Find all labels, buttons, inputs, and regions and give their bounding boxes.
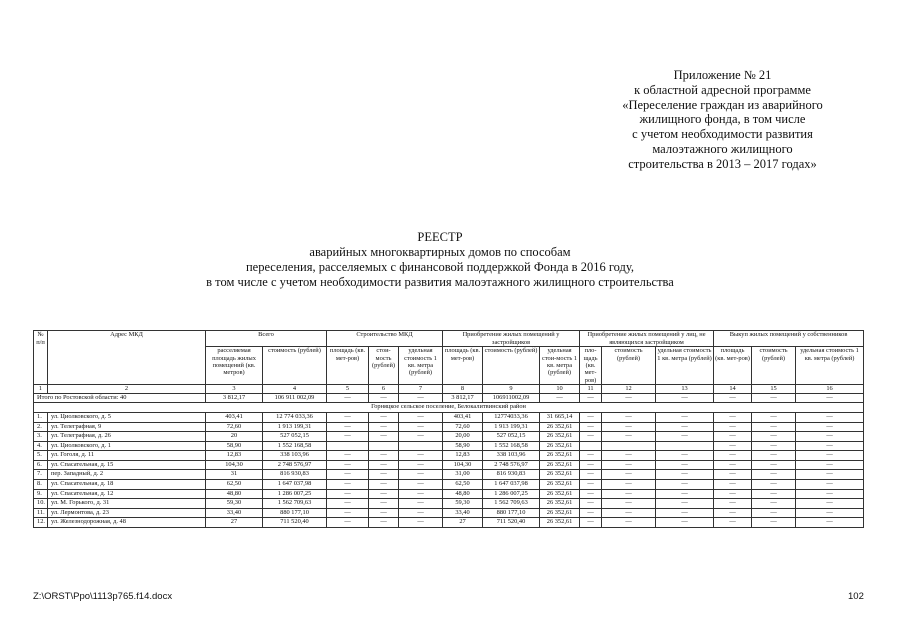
table-cell: —	[656, 422, 714, 432]
title-line: переселения, расселяемых с финансовой поддержкой Фонда в 2016 году,	[245, 260, 635, 274]
table-cell: 26 352,61	[540, 432, 580, 442]
table-cell: —	[327, 460, 369, 470]
column-number-cell: 12	[602, 385, 656, 394]
table-cell: —	[602, 518, 656, 528]
appendix-line: малоэтажного жилищного	[652, 141, 793, 156]
table-cell: —	[602, 508, 656, 518]
appendix-line: «Переселение граждан из аварийного	[622, 97, 823, 112]
table-row	[34, 480, 864, 490]
table-cell: —	[752, 460, 796, 470]
group-developer-purchase-header: Приобретение жилых помещений у застройщиков	[443, 331, 580, 347]
table-cell: —	[714, 489, 752, 499]
table-cell: —	[714, 480, 752, 490]
table-cell: 711 520,40	[263, 518, 327, 528]
table-cell: —	[369, 518, 399, 528]
appendix-line: строительства в 2013 – 2017 годах»	[628, 156, 817, 171]
table-cell: —	[656, 499, 714, 509]
title-line: аварийных многоквартирных домов по способам	[309, 245, 571, 259]
row-number-cell: 2.	[34, 422, 48, 432]
appendix-header	[600, 68, 845, 172]
subheader-cell: стои-мость (рублей)	[369, 347, 399, 385]
table-cell: —	[580, 499, 602, 509]
table-cell: 26 352,61	[540, 441, 580, 451]
row-number-cell: 6.	[34, 460, 48, 470]
table-cell: —	[602, 432, 656, 442]
total-cell: —	[369, 393, 399, 403]
table-cell	[656, 441, 714, 451]
table-cell: —	[796, 470, 864, 480]
subheader-cell: удельная стоимость 1 кв. метра (рублей)	[656, 347, 714, 385]
table-row	[34, 432, 864, 442]
table-cell: —	[327, 422, 369, 432]
table-row	[34, 422, 864, 432]
table-cell: —	[602, 412, 656, 422]
table-cell: —	[796, 422, 864, 432]
table-cell: —	[399, 460, 443, 470]
table-cell: —	[752, 470, 796, 480]
table-cell: —	[580, 432, 602, 442]
table-cell: —	[656, 480, 714, 490]
total-cell: —	[602, 393, 656, 403]
group-nondeveloper-purchase-header: Приобретение жилых помещений у лиц, не являющихся застройщиком	[580, 331, 714, 347]
total-cell: —	[752, 393, 796, 403]
table-cell: 1 913 199,31	[263, 422, 327, 432]
table-cell: —	[327, 412, 369, 422]
subheader-cell: удельная стои-мость 1 кв. метра (рублей)	[540, 347, 580, 385]
table-cell: —	[656, 470, 714, 480]
table-cell: —	[752, 451, 796, 461]
footer-file-path: Z:\ORST\Ppo\1113p765.f14.docx	[33, 591, 173, 602]
table-cell	[369, 441, 399, 451]
table-cell: —	[752, 489, 796, 499]
row-number-cell: 4.	[34, 441, 48, 451]
table-cell: 26 352,61	[540, 518, 580, 528]
appendix-line: с учетом необходимости развития	[632, 127, 813, 142]
column-number-row	[34, 385, 864, 394]
table-row	[34, 518, 864, 528]
table-cell: —	[714, 441, 752, 451]
table-cell: —	[399, 451, 443, 461]
table-cell: —	[369, 499, 399, 509]
table-cell: —	[327, 518, 369, 528]
table-cell: 1 913 199,31	[483, 422, 540, 432]
table-cell: —	[796, 432, 864, 442]
group-buyout-header: Выкуп жилых помещений у собственников	[714, 331, 864, 347]
table-cell: —	[796, 441, 864, 451]
table-cell: 31,00	[443, 470, 483, 480]
column-number-cell: 10	[540, 385, 580, 394]
table-cell: —	[580, 412, 602, 422]
table-cell: 59,30	[206, 499, 263, 509]
row-number-cell: 5.	[34, 451, 48, 461]
table-cell: 33,40	[206, 508, 263, 518]
table-cell: 72,60	[206, 422, 263, 432]
table-cell: —	[369, 460, 399, 470]
table-cell: —	[602, 480, 656, 490]
table-cell: 2 748 576,97	[263, 460, 327, 470]
column-number-cell: 16	[796, 385, 864, 394]
table-cell: —	[656, 451, 714, 461]
total-label-cell: Итого по Ростовской области: 40	[34, 393, 206, 403]
table-cell: —	[327, 470, 369, 480]
table-cell: 26 352,61	[540, 508, 580, 518]
title-line: в том числе с учетом необходимости развития малоэтажного жилищного строительства	[206, 275, 674, 289]
table-cell: —	[752, 508, 796, 518]
table-cell	[580, 441, 602, 451]
row-number-cell: 9.	[34, 489, 48, 499]
table-cell: 26 352,61	[540, 470, 580, 480]
table-cell: —	[656, 460, 714, 470]
table-cell: —	[796, 460, 864, 470]
table-cell: —	[796, 412, 864, 422]
table-cell: —	[752, 518, 796, 528]
table-row	[34, 499, 864, 509]
table-cell: 816 930,83	[483, 470, 540, 480]
total-cell: —	[656, 393, 714, 403]
table-row	[34, 412, 864, 422]
column-number-cell: 1	[34, 385, 48, 394]
subheader-cell: удельная стоимость 1 кв. метра (рублей)	[399, 347, 443, 385]
table-cell: —	[796, 508, 864, 518]
table-cell: 26 352,61	[540, 451, 580, 461]
table-cell: —	[369, 489, 399, 499]
table-cell: —	[369, 470, 399, 480]
table-cell: —	[752, 412, 796, 422]
subheader-cell: пло-щадь (кв. мет-ров)	[580, 347, 602, 385]
column-number-cell: 7	[399, 385, 443, 394]
table-cell: 1 286 007,25	[483, 489, 540, 499]
column-number-cell: 11	[580, 385, 602, 394]
total-cell: —	[796, 393, 864, 403]
table-cell: —	[752, 441, 796, 451]
table-cell: 31	[206, 470, 263, 480]
section-row	[34, 403, 864, 413]
table-cell: 1 647 037,98	[483, 480, 540, 490]
subheader-cell: стоимость (рублей)	[602, 347, 656, 385]
column-number-cell: 3	[206, 385, 263, 394]
appendix-line: жилищного фонда, в том числе	[639, 112, 806, 127]
table-cell: 527 052,15	[263, 432, 327, 442]
address-cell: ул. Циолковского, д. 1	[48, 441, 206, 451]
table-cell: —	[752, 480, 796, 490]
table-cell: 20,00	[443, 432, 483, 442]
address-cell: ул. М. Горького, д. 31	[48, 499, 206, 509]
header-group-row	[34, 331, 864, 347]
table-cell: —	[656, 432, 714, 442]
total-cell: —	[714, 393, 752, 403]
table-cell: 48,80	[443, 489, 483, 499]
title-heading: РЕЕСТР	[417, 230, 463, 244]
subheader-cell: площадь (кв. мет-ров)	[443, 347, 483, 385]
table-cell: —	[796, 499, 864, 509]
table-cell	[399, 441, 443, 451]
table-cell: —	[327, 432, 369, 442]
table-cell: 31 665,14	[540, 412, 580, 422]
table-cell: —	[399, 412, 443, 422]
table-cell: —	[796, 480, 864, 490]
total-cell: —	[327, 393, 369, 403]
registry-body	[34, 385, 864, 528]
table-row	[34, 508, 864, 518]
table-cell: —	[327, 451, 369, 461]
table-cell: 26 352,61	[540, 489, 580, 499]
table-cell: 2 748 576,97	[483, 460, 540, 470]
column-number-cell: 15	[752, 385, 796, 394]
column-number-cell: 4	[263, 385, 327, 394]
table-cell: 12,83	[443, 451, 483, 461]
table-cell: —	[580, 470, 602, 480]
table-cell: 58,90	[443, 441, 483, 451]
table-cell: 62,50	[443, 480, 483, 490]
table-cell: —	[714, 432, 752, 442]
table-cell: 1 647 037,98	[263, 480, 327, 490]
column-number-cell: 2	[48, 385, 206, 394]
table-cell: —	[656, 489, 714, 499]
table-cell: 12,83	[206, 451, 263, 461]
column-number-cell: 14	[714, 385, 752, 394]
table-cell: —	[580, 422, 602, 432]
table-cell: —	[656, 508, 714, 518]
table-cell: —	[752, 422, 796, 432]
section-label: Горняцкое сельское поселение, Белокалитвинский район	[34, 403, 864, 413]
address-cell: ул. Телеграфная, 9	[48, 422, 206, 432]
table-cell: —	[369, 432, 399, 442]
address-cell: ул. Спасательная, д. 18	[48, 480, 206, 490]
table-cell: 12 774 033,36	[263, 412, 327, 422]
table-cell: —	[714, 508, 752, 518]
table-cell: 880 177,10	[483, 508, 540, 518]
group-total-header: Всего	[206, 331, 327, 347]
table-cell: 403,41	[206, 412, 263, 422]
table-cell: —	[714, 470, 752, 480]
row-number-cell: 7.	[34, 470, 48, 480]
address-cell: ул. Спасательная, д. 15	[48, 460, 206, 470]
subheader-cell: стоимость (рублей)	[752, 347, 796, 385]
table-cell: 26 352,61	[540, 499, 580, 509]
table-cell: 26 352,61	[540, 460, 580, 470]
address-cell: ул. Циолковского, д. 5	[48, 412, 206, 422]
table-cell: 48,80	[206, 489, 263, 499]
table-cell: —	[580, 480, 602, 490]
total-cell: 3 812,17	[443, 393, 483, 403]
document-title	[150, 230, 730, 290]
subheader-cell: удельная стоимость 1 кв. метра (рублей)	[796, 347, 864, 385]
table-cell: 338 103,96	[263, 451, 327, 461]
table-cell: 880 177,10	[263, 508, 327, 518]
table-cell: —	[714, 422, 752, 432]
table-cell: —	[399, 489, 443, 499]
table-cell: —	[752, 432, 796, 442]
address-cell: ул. Телеграфная, д. 26	[48, 432, 206, 442]
table-cell: 1 552 168,58	[263, 441, 327, 451]
table-cell: 26 352,61	[540, 422, 580, 432]
subheader-cell: стоимость (рублей)	[483, 347, 540, 385]
subheader-cell: стоимость (рублей)	[263, 347, 327, 385]
table-cell: 403,41	[443, 412, 483, 422]
table-cell: —	[602, 470, 656, 480]
total-row	[34, 393, 864, 403]
total-cell: 106 911 002,09	[263, 393, 327, 403]
address-cell: ул. Железнодорожная, д. 48	[48, 518, 206, 528]
table-cell: —	[327, 508, 369, 518]
table-cell: —	[369, 508, 399, 518]
column-number-cell: 8	[443, 385, 483, 394]
table-cell: —	[399, 422, 443, 432]
table-cell: 26 352,61	[540, 480, 580, 490]
row-number-cell: 3.	[34, 432, 48, 442]
table-cell: —	[399, 499, 443, 509]
table-cell: —	[752, 499, 796, 509]
table-cell: —	[399, 480, 443, 490]
row-number-cell: 12.	[34, 518, 48, 528]
table-cell: —	[580, 460, 602, 470]
table-cell: 1 562 709,63	[263, 499, 327, 509]
subheader-cell: площадь (кв. мет-ров)	[327, 347, 369, 385]
table-cell: —	[796, 451, 864, 461]
table-cell: —	[369, 480, 399, 490]
table-cell: 20	[206, 432, 263, 442]
table-cell: —	[796, 489, 864, 499]
table-cell: —	[399, 470, 443, 480]
table-cell: 33,40	[443, 508, 483, 518]
table-cell: —	[580, 508, 602, 518]
table-cell: —	[369, 412, 399, 422]
address-cell: ул. Гоголя, д. 11	[48, 451, 206, 461]
table-cell: —	[399, 432, 443, 442]
table-cell: —	[602, 499, 656, 509]
table-cell: —	[656, 412, 714, 422]
table-cell: —	[602, 451, 656, 461]
column-number-cell: 5	[327, 385, 369, 394]
table-cell: 62,50	[206, 480, 263, 490]
table-cell: 27	[443, 518, 483, 528]
table-cell: —	[656, 518, 714, 528]
row-number-cell: 10.	[34, 499, 48, 509]
table-cell: 104,30	[443, 460, 483, 470]
table-cell: —	[714, 451, 752, 461]
table-cell: —	[714, 518, 752, 528]
table-cell: —	[369, 451, 399, 461]
table-cell: 527 052,15	[483, 432, 540, 442]
appendix-line: к областной адресной программе	[634, 82, 811, 97]
table-cell: —	[369, 422, 399, 432]
table-cell: —	[327, 489, 369, 499]
table-cell: —	[327, 499, 369, 509]
table-cell: —	[399, 518, 443, 528]
table-cell: 1 286 007,25	[263, 489, 327, 499]
subheader-cell: расселяемая площадь жилых помещений (кв. метров)	[206, 347, 263, 385]
address-cell: ул. Спасательная, д. 12	[48, 489, 206, 499]
table-cell: —	[602, 422, 656, 432]
table-row	[34, 470, 864, 480]
registry-table	[33, 330, 864, 528]
table-cell: 816 930,83	[263, 470, 327, 480]
col-number-header: № п/п	[34, 331, 48, 385]
column-number-cell: 13	[656, 385, 714, 394]
table-row	[34, 489, 864, 499]
page-number: 102	[848, 591, 864, 602]
total-cell: —	[399, 393, 443, 403]
column-number-cell: 6	[369, 385, 399, 394]
table-cell: —	[602, 460, 656, 470]
col-address-header: Адрес МКД	[48, 331, 206, 385]
table-cell	[327, 441, 369, 451]
table-row	[34, 460, 864, 470]
table-cell: 27	[206, 518, 263, 528]
total-cell: —	[540, 393, 580, 403]
address-cell: пер. Западный, д. 2	[48, 470, 206, 480]
table-cell: —	[399, 508, 443, 518]
table-cell: —	[580, 451, 602, 461]
table-cell	[602, 441, 656, 451]
table-cell: 59,30	[443, 499, 483, 509]
table-cell: —	[327, 480, 369, 490]
address-cell: ул. Лермонтова, д. 23	[48, 508, 206, 518]
total-cell: 106911002,09	[483, 393, 540, 403]
row-number-cell: 8.	[34, 480, 48, 490]
table-cell: 72,60	[443, 422, 483, 432]
table-cell: —	[796, 518, 864, 528]
table-cell: —	[580, 518, 602, 528]
column-number-cell: 9	[483, 385, 540, 394]
row-number-cell: 1.	[34, 412, 48, 422]
table-cell: 1 552 168,58	[483, 441, 540, 451]
row-number-cell: 11.	[34, 508, 48, 518]
appendix-line: Приложение № 21	[673, 68, 772, 82]
table-row	[34, 451, 864, 461]
group-construction-header: Строительство МКД	[327, 331, 443, 347]
total-cell: 3 812,17	[206, 393, 263, 403]
table-cell: 711 520,40	[483, 518, 540, 528]
table-cell: —	[714, 460, 752, 470]
table-row	[34, 441, 864, 451]
table-cell: 104,30	[206, 460, 263, 470]
table-cell: —	[602, 489, 656, 499]
table-cell: —	[714, 412, 752, 422]
total-cell: —	[580, 393, 602, 403]
table-cell: —	[714, 499, 752, 509]
table-cell: 338 103,96	[483, 451, 540, 461]
table-cell: 58,90	[206, 441, 263, 451]
subheader-cell: площадь (кв. мет-ров)	[714, 347, 752, 385]
table-cell: 1 562 709,63	[483, 499, 540, 509]
table-cell: 12774033,36	[483, 412, 540, 422]
table-cell: —	[580, 489, 602, 499]
